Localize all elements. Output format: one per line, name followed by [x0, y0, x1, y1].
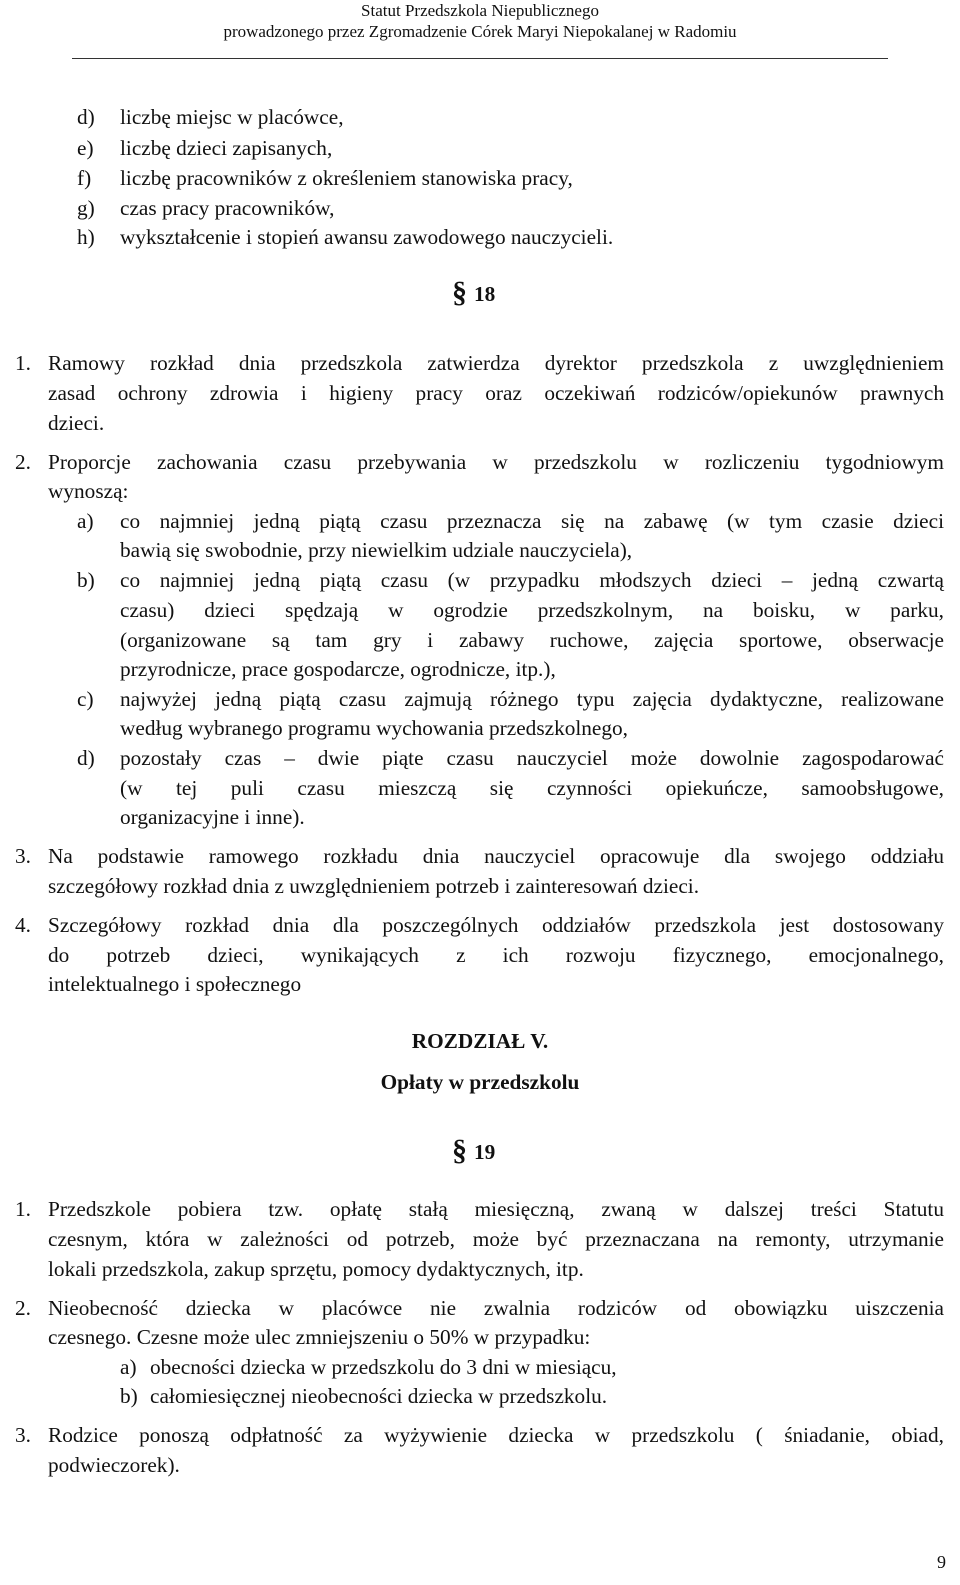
paragraph-line: Przedszkole pobiera tzw. opłatę stałą miesięczną, zwaną w dalszej treści Statutu	[48, 1197, 944, 1221]
list-item-line: bawią się swobodnie, przy niewielkim udziale nauczyciela),	[120, 538, 633, 562]
list-marker: a)	[120, 1355, 137, 1379]
document-header-title: Statut Przedszkola Niepublicznego	[361, 1, 599, 20]
paragraph-marker: 3.	[15, 844, 31, 868]
list-item: obecności dziecka w przedszkolu do 3 dni w miesiącu,	[150, 1355, 617, 1379]
list-item: liczbę miejsc w placówce,	[120, 105, 344, 129]
paragraph-marker: 1.	[15, 351, 31, 375]
list-marker: e)	[77, 136, 94, 160]
list-marker: b)	[120, 1384, 138, 1408]
section-number: 18	[474, 282, 496, 306]
list-item-line: czasu) dzieci spędzają w ogrodzie przedszkolnym, na boisku, w parku,	[120, 598, 944, 622]
list-item-line: przyrodnicze, prace gospodarcze, ogrodnicze, itp.),	[120, 657, 556, 681]
paragraph-line: Rodzice ponoszą odpłatność za wyżywienie dziecka w przedszkolu ( śniadanie, obiad,	[48, 1423, 944, 1447]
section-number: 19	[474, 1140, 496, 1164]
list-marker: h)	[77, 225, 95, 249]
list-item-line: pozostały czas – dwie piąte czasu nauczyciel może dowolnie zagospodarować	[120, 746, 944, 770]
document-header-subtitle: prowadzonego przez Zgromadzenie Córek Maryi Niepokalanej w Radomiu	[223, 22, 737, 41]
chapter-title: ROZDZIAŁ V.	[411, 1029, 549, 1053]
chapter-subtitle: Opłaty w przedszkolu	[380, 1070, 580, 1094]
list-item-line: najwyżej jedną piątą czasu zajmują różnego typu zajęcia dydaktyczne, realizowane	[120, 687, 944, 711]
paragraph-marker: 4.	[15, 913, 31, 937]
list-item: liczbę dzieci zapisanych,	[120, 136, 333, 160]
list-item-line: (w tej puli czasu mieszczą się czynności opiekuńcze, samoobsługowe,	[120, 776, 944, 800]
header-divider	[72, 58, 888, 59]
paragraph-line: lokali przedszkola, zakup sprzętu, pomocy dydaktycznych, itp.	[48, 1257, 584, 1281]
list-item-line: co najmniej jedną piątą czasu (w przypadku młodszych dzieci – jedną czwartą	[120, 568, 944, 592]
list-item-line: (organizowane są tam gry i zabawy ruchowe, zajęcia sportowe, obserwacje	[120, 628, 944, 652]
paragraph-line: dzieci.	[48, 411, 105, 435]
paragraph-line: wynoszą:	[48, 479, 129, 503]
paragraph-line: Ramowy rozkład dnia przedszkola zatwierdza dyrektor przedszkola z uwzględnieniem	[48, 351, 944, 375]
paragraph-marker: 1.	[15, 1197, 31, 1221]
list-item: liczbę pracowników z określeniem stanowiska pracy,	[120, 166, 573, 190]
paragraph-line: Szczegółowy rozkład dnia dla poszczególnych oddziałów przedszkola jest dostosowany	[48, 913, 944, 937]
section-symbol: §	[452, 276, 467, 309]
list-marker: f)	[77, 166, 92, 190]
paragraph-line: zasad ochrony zdrowia i higieny pracy oraz oczekiwań rodziców/opiekunów prawnych	[48, 381, 944, 405]
paragraph-line: do potrzeb dzieci, wynikających z ich rozwoju fizycznego, emocjonalnego,	[48, 943, 944, 967]
list-item: czas pracy pracowników,	[120, 196, 335, 220]
list-marker: c)	[77, 687, 94, 711]
list-item: całomiesięcznej nieobecności dziecka w przedszkolu.	[150, 1384, 608, 1408]
paragraph-line: czesnym, która w zależności od potrzeb, może być przeznaczana na remonty, utrzymanie	[48, 1227, 944, 1251]
page-number: 9	[937, 1552, 946, 1572]
paragraph-line: Proporcje zachowania czasu przebywania w przedszkolu w rozliczeniu tygodniowym	[48, 450, 944, 474]
list-item: wykształcenie i stopień awansu zawodowego nauczycieli.	[120, 225, 614, 249]
section-symbol: §	[452, 1134, 467, 1167]
list-item-line: co najmniej jedną piątą czasu przeznacza się na zabawę (w tym czasie dzieci	[120, 509, 944, 533]
paragraph-line: Nieobecność dziecka w placówce nie zwalnia rodziców od obowiązku uiszczenia	[48, 1296, 944, 1320]
list-marker: d)	[77, 105, 95, 129]
list-item-line: według wybranego programu wychowania przedszkolnego,	[120, 716, 629, 740]
list-marker: a)	[77, 509, 94, 533]
paragraph-line: czesnego. Czesne może ulec zmniejszeniu o 50% w przypadku:	[48, 1325, 591, 1349]
paragraph-line: intelektualnego i społecznego	[48, 972, 302, 996]
paragraph-line: Na podstawie ramowego rozkładu dnia nauczyciel opracowuje dla swojego oddziału	[48, 844, 944, 868]
paragraph-line: podwieczorek).	[48, 1453, 180, 1477]
paragraph-marker: 2.	[15, 1296, 31, 1320]
paragraph-marker: 2.	[15, 450, 31, 474]
list-item-line: organizacyjne i inne).	[120, 805, 305, 829]
paragraph-line: szczegółowy rozkład dnia z uwzględnieniem potrzeb i zainteresowań dzieci.	[48, 874, 700, 898]
list-marker: d)	[77, 746, 95, 770]
list-marker: g)	[77, 196, 95, 220]
list-marker: b)	[77, 568, 95, 592]
paragraph-marker: 3.	[15, 1423, 31, 1447]
